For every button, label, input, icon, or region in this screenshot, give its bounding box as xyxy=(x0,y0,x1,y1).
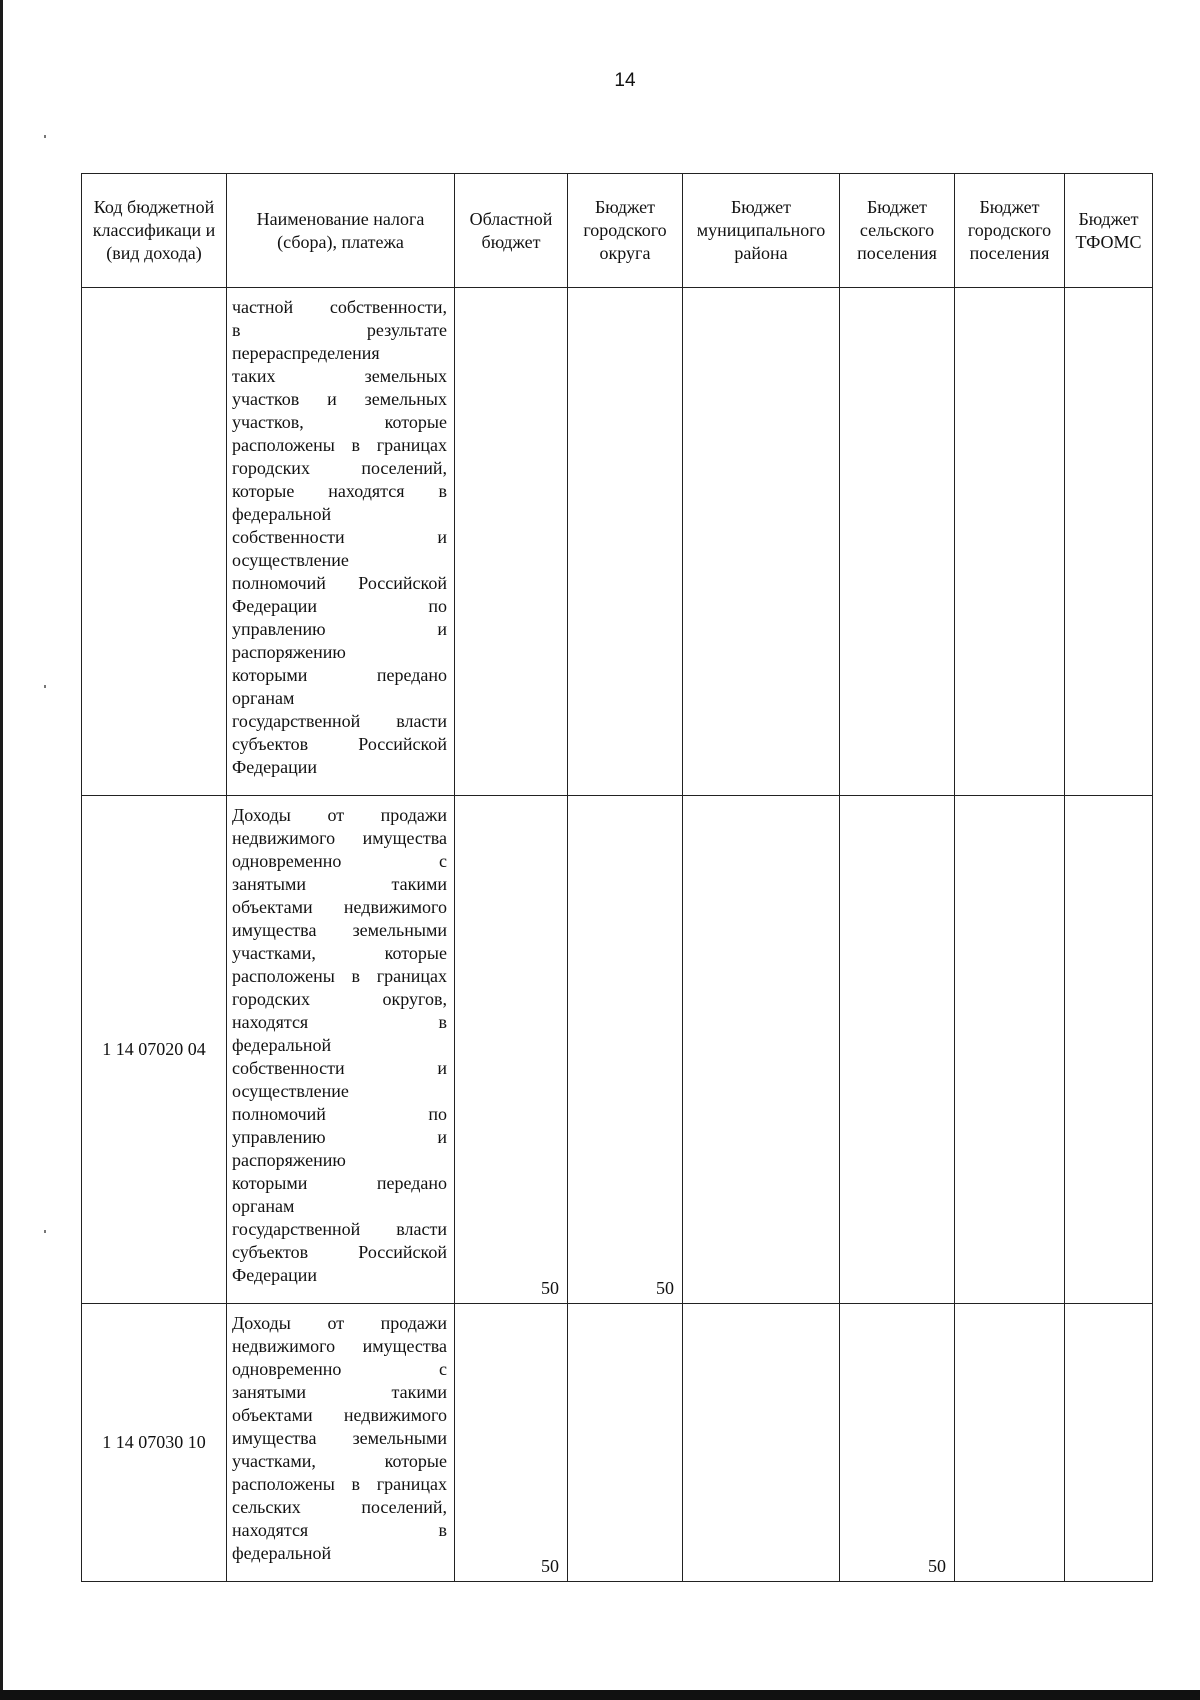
name-line: участков, которые xyxy=(232,412,447,432)
name-line: которыми передано xyxy=(232,1173,447,1193)
cell-regional: 50 xyxy=(455,796,568,1304)
header-urban-settlement: Бюджет городского поселения xyxy=(955,174,1065,288)
cell-rural-settlement: 50 xyxy=(840,1304,955,1582)
scan-speck xyxy=(44,1230,46,1233)
cell-regional: 50 xyxy=(455,1304,568,1582)
cell-city-district xyxy=(568,288,683,796)
scan-speck xyxy=(44,685,46,688)
table-row xyxy=(82,796,1153,1304)
name-line: органам xyxy=(232,1196,295,1216)
name-line: занятыми такими xyxy=(232,1382,447,1402)
header-name: Наименование налога (сбора), платежа xyxy=(227,174,455,288)
name-line: распоряжению xyxy=(232,642,346,662)
name-line: имущества земельными xyxy=(232,920,447,940)
name-line: Доходы от продажи xyxy=(232,805,447,825)
scan-left-edge xyxy=(0,0,3,1700)
name-line: объектами недвижимого xyxy=(232,1405,447,1425)
name-line: субъектов Российской xyxy=(232,1242,447,1262)
name-line: федеральной xyxy=(232,1543,332,1563)
cell-urban-settlement xyxy=(955,796,1065,1304)
name-line: управлению и xyxy=(232,1127,447,1147)
name-line: расположены в границах xyxy=(232,966,447,986)
name-line: которыми передано xyxy=(232,665,447,685)
cell-municipal-district xyxy=(683,1304,840,1582)
cell-urban-settlement xyxy=(955,1304,1065,1582)
cell-city-district xyxy=(568,1304,683,1582)
name-line: городских поселений, xyxy=(232,458,447,478)
name-line: которые находятся в xyxy=(232,481,447,501)
name-line: Доходы от продажи xyxy=(232,1313,447,1333)
name-line: федеральной xyxy=(232,1035,332,1055)
name-line: в результате xyxy=(232,320,447,340)
table-row xyxy=(82,288,1153,796)
page-number: 14 xyxy=(614,70,636,91)
name-line: государственной власти xyxy=(232,1219,447,1239)
cell-rural-settlement xyxy=(840,288,955,796)
header-code: Код бюджетной классификаци и (вид дохода) xyxy=(82,174,227,288)
scan-bottom-edge xyxy=(0,1690,1200,1700)
name-line: одновременно с xyxy=(232,851,447,871)
name-line: объектами недвижимого xyxy=(232,897,447,917)
row-code xyxy=(82,288,227,796)
name-line: собственности и xyxy=(232,527,447,547)
name-line: полномочий Российской xyxy=(232,573,447,593)
name-line: федеральной xyxy=(232,504,332,524)
name-line: распоряжению xyxy=(232,1150,346,1170)
name-line: государственной власти xyxy=(232,711,447,731)
table-header-row xyxy=(82,174,1153,288)
name-line: Федерации xyxy=(232,1265,318,1285)
name-line: перераспределения xyxy=(232,343,380,363)
header-regional: Областной бюджет xyxy=(455,174,568,288)
name-line: осуществление xyxy=(232,1081,349,1101)
name-line: находятся в xyxy=(232,1520,447,1540)
name-line: органам xyxy=(232,688,295,708)
cell-city-district: 50 xyxy=(568,796,683,1304)
name-line: частной собственности, xyxy=(232,297,447,317)
header-tfoms: Бюджет ТФОМС xyxy=(1065,174,1153,288)
name-line: находятся в xyxy=(232,1012,447,1032)
name-line: недвижимого имущества xyxy=(232,1336,447,1356)
name-line: недвижимого имущества xyxy=(232,828,447,848)
name-line: участками, которые xyxy=(232,943,447,963)
row-name xyxy=(227,1304,455,1582)
name-line: осуществление xyxy=(232,550,349,570)
row-code: 1 14 07030 10 xyxy=(82,1304,227,1582)
cell-municipal-district xyxy=(683,796,840,1304)
name-line: городских округов, xyxy=(232,989,447,1009)
name-line: расположены в границах xyxy=(232,435,447,455)
name-line: Федерации xyxy=(232,757,318,777)
name-line: Федерации по xyxy=(232,596,447,616)
name-line: занятыми такими xyxy=(232,874,447,894)
name-line: одновременно с xyxy=(232,1359,447,1379)
cell-urban-settlement xyxy=(955,288,1065,796)
cell-rural-settlement xyxy=(840,796,955,1304)
name-line: участков и земельных xyxy=(232,389,447,409)
scan-speck xyxy=(44,135,46,138)
row-name xyxy=(227,796,455,1304)
name-line: собственности и xyxy=(232,1058,447,1078)
header-municipal-district: Бюджет муниципального района xyxy=(683,174,840,288)
name-line: участками, которые xyxy=(232,1451,447,1471)
cell-tfoms xyxy=(1065,1304,1153,1582)
cell-regional xyxy=(455,288,568,796)
cell-tfoms xyxy=(1065,288,1153,796)
header-rural-settlement: Бюджет сельского поселения xyxy=(840,174,955,288)
name-line: таких земельных xyxy=(232,366,447,386)
name-line: субъектов Российской xyxy=(232,734,447,754)
name-line: сельских поселений, xyxy=(232,1497,447,1517)
row-name xyxy=(227,288,455,796)
name-line: управлению и xyxy=(232,619,447,639)
header-city-district: Бюджет городского округа xyxy=(568,174,683,288)
cell-municipal-district xyxy=(683,288,840,796)
table-row xyxy=(82,1304,1153,1582)
name-line: имущества земельными xyxy=(232,1428,447,1448)
budget-revenue-table xyxy=(81,173,1153,1582)
name-line: полномочий по xyxy=(232,1104,447,1124)
name-line: расположены в границах xyxy=(232,1474,447,1494)
row-code: 1 14 07020 04 xyxy=(82,796,227,1304)
cell-tfoms xyxy=(1065,796,1153,1304)
